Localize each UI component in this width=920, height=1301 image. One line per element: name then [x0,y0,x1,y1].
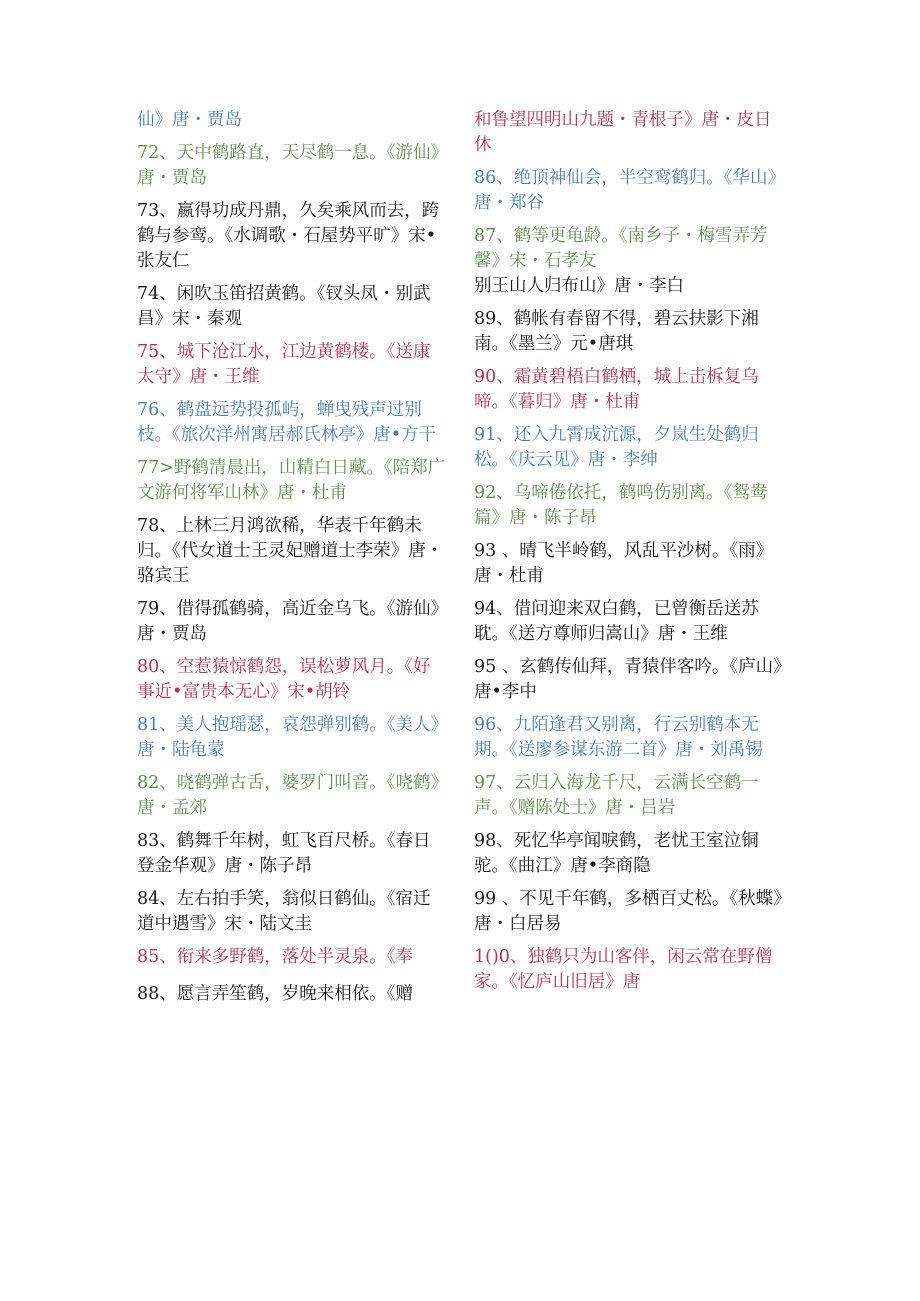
poem-line-84: 84、左右拍手笑，翁似日鹤仙。《宿迁道中遇雪》宋・陆文圭 [137,889,431,934]
poem-line-85: 85、衔来多野鹤，落处半灵泉。《奉 [137,947,414,967]
poem-line-100: 1()0、独鹤只为山客伴，闲云常在野僧家。《忆庐山旧居》唐 [474,947,773,992]
poem-line-88: 88、愿言弄笙鹤，岁晚来相依。《赠 [137,984,414,1004]
poem-line-97: 97、云归入海龙千尺，云满长空鹤一声。《赠陈处士》唐・吕岩 [474,773,759,818]
poem-line-89: 89、鹤帐有春留不得，碧云扶影下湘南。《墨兰》元•唐琪 [474,309,759,354]
poem-line-94: 94、借问迎来双白鹤，已曾衡岳送苏耽。《送方尊师归嵩山》唐・王维 [474,599,759,644]
poem-line-72: 72、天中鹤路直，天尽鹤一息。《游仙》唐・贾岛 [137,143,440,188]
poem-line-95: 95 、玄鹤传仙拜，青猿伴客吟。《庐山》唐•李中 [474,657,782,702]
right-column [474,108,784,1003]
poem-line-86: 86、绝顶神仙会，半空鸾鹤归。《华山》唐・郑谷 [474,168,777,213]
poem-line-continuation: 和鲁望四明山九题・青根子》唐・皮日休 [474,110,772,155]
poem-line-continuation-88: 别王山人归布山》唐・李白 [474,276,684,296]
poem-line-96: 96、九陌逢君又别离，行云别鹤本无期。《送廖参谋东游二首》唐・刘禹锡 [474,715,763,760]
poem-line-75: 75、城下沧江水，江边黄鹤楼。《送康太守》唐・王维 [137,342,431,387]
poem-line-82: 82、哓鹤弹古舌，婆罗门叫音。《哓鹤》唐・孟郊 [137,773,440,818]
poem-line-99: 99 、不见千年鹤，多栖百丈松。《秋蝶》唐・白居易 [474,889,782,934]
poem-line-93: 93 、晴飞半岭鹤，风乱平沙树。《雨》唐・杜甫 [474,541,774,586]
poem-line-91: 91、还入九霄成沆源，夕岚生处鹤归松。《庆云见》唐・李绅 [474,425,759,470]
poem-line-92: 92、乌啼倦依托，鹤鸣伤别离。《鸳鸯篇》唐・陈子昂 [474,483,768,528]
poem-line-78: 78、上林三月鸿欲稀，华表千年鹤未归。《代女道士王灵妃赠道士李荣》唐・骆宾王 [137,516,444,586]
poem-line-81: 81、美人抱瑶瑟，哀怨弹别鹤。《美人》唐・陆龟蒙 [137,715,440,760]
poem-line-74: 74、闲吹玉笛招黄鹤。《钗头凤・别武昌》宋・秦观 [137,284,431,329]
poem-line-98: 98、死忆华亭闻唳鹤，老忧王室泣铜驼。《曲江》唐•李商隐 [474,831,759,876]
poem-line-79: 79、借得孤鹤骑，高近金乌飞。《游仙》唐・贾岛 [137,599,440,644]
poem-line-fragment: 仙》唐・贾岛 [137,110,242,130]
poem-line-87: 87、鹤等更龟龄。《南乡子・梅雪弄芳馨》宋・石孝友 [474,226,768,271]
poem-line-80: 80、空惹猿惊鹤怨，误松萝风月。《好事近•富贵本无心》宋•胡铃 [137,657,431,702]
poem-line-90: 90、霜黄碧梧白鹤栖，城上击柝复乌啼。《暮归》唐・杜甫 [474,367,759,412]
poem-line-83: 83、鹤舞千年树，虹飞百尺桥。《春日登金华观》唐・陈子昂 [137,831,431,876]
poem-line-73: 73、嬴得功成丹鼎，久矣乘风而去，跨鹤与参鸾。《水调歌・石屋势平旷》宋•张友仁 [137,201,440,271]
left-column [137,108,447,1015]
poem-line-76: 76、鹤盘远势投孤屿，蝉曳残声过别枝。《旅次洋州寓居郝氏林亭》唐•方干 [137,400,437,445]
poem-line-77: 77>野鹤清晨出，山精白日藏。《陪郑广文游何将军山林》唐・杜甫 [137,458,446,503]
